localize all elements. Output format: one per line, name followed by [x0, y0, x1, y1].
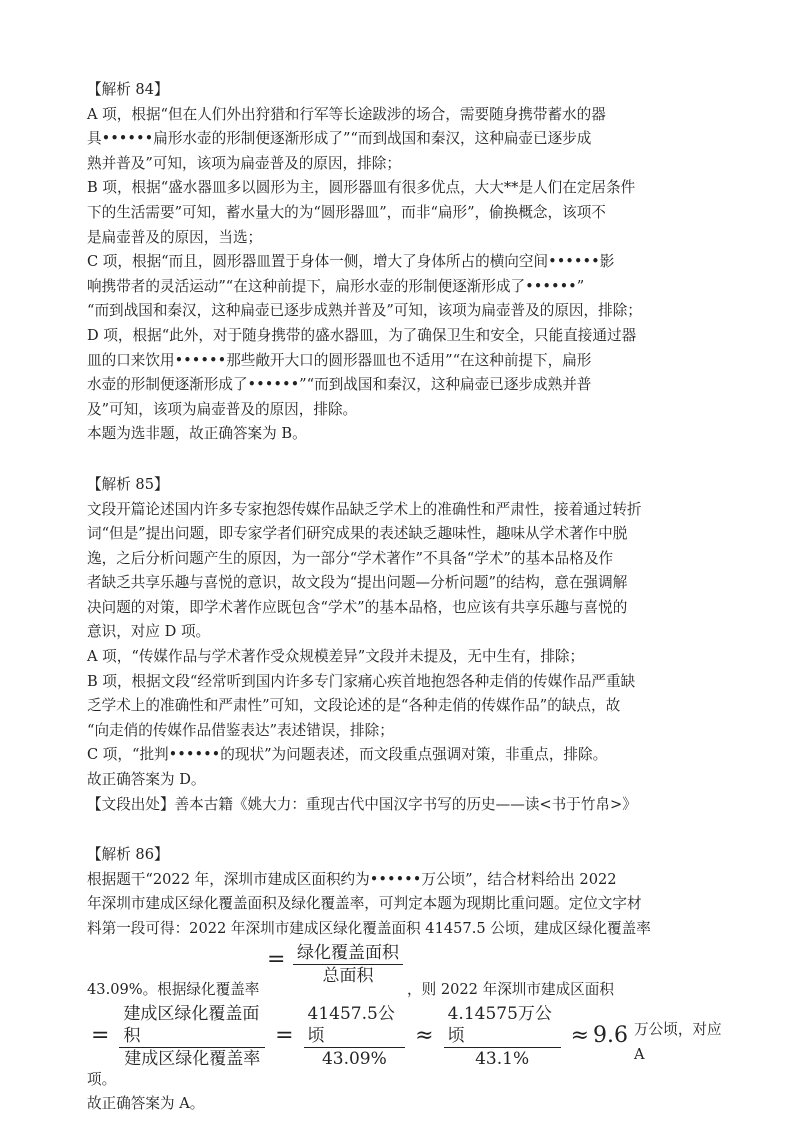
fraction-denominator: 建成区绿化覆盖率: [124, 1049, 261, 1070]
paragraph-line: 响携带者的灵活运动”“在这种前提下，扁形水壶的形制便逐渐形成了••••••”: [87, 277, 585, 295]
paragraph-line: 料第一段可得：2022 年深圳市建成区绿化覆盖面积 41457.5 公顷，建成区绿化覆盖率: [87, 920, 651, 937]
paragraph-line: C 项，根据“而且，圆形器皿置于身体一侧，增大了身体所占的横向空间••••••影: [87, 253, 615, 271]
document-page: [87, 78, 727, 1143]
paragraph-line: 及”可知，该项为扁壶普及的原因，排除。: [87, 400, 358, 418]
fraction: [119, 1003, 265, 1070]
fraction-denominator: 43.09%: [321, 1049, 387, 1070]
approx-sign: ≈: [415, 1023, 434, 1049]
paragraph-line: 年深圳市建成区绿化覆盖面积及绿化覆盖率，可判定本题为现期比重问题。定位文字材: [87, 895, 642, 913]
fraction: [293, 942, 403, 987]
section-heading: 【解析 85】: [87, 475, 169, 493]
equation-coverage-rate: [87, 942, 727, 1002]
paragraph-line: 是扁壶普及的原因，当选；: [87, 228, 263, 246]
fraction-numerator: 41457.5公顷: [304, 1003, 406, 1048]
paragraph-line: 皿的口来饮用••••••那些敞开大口的圆形器皿也不适用”“在这种前提下，扁形: [87, 351, 592, 369]
equals-sign: =: [91, 1023, 110, 1049]
paragraph-line: D 项，根据“此外，对于随身携带的盛水器皿，为了确保卫生和安全，只能直接通过器: [87, 326, 637, 344]
analysis-84: [87, 78, 727, 447]
fraction-numerator: 4.14575万公顷: [444, 1003, 561, 1048]
answer-line: 故正确答案为 D。: [87, 771, 206, 789]
paragraph-line: “而到战国和秦汉，这种扁壶已逐步成熟并普及”可知，该项为扁壶普及的原因，排除；: [87, 302, 642, 320]
paragraph-line: 乏学术上的准确性和严肃性”可知，文段论述的是“各种走俏的传媒作品”的缺点，故: [87, 697, 621, 715]
paragraph-line: B 项，根据文段“经常听到国内许多专门家痛心疾首地抱怨各种走俏的传媒作品严重缺: [87, 672, 636, 690]
paragraph-line: 具••••••扁形水壶的形制便逐渐形成了”“而到战国和秦汉，这种扁壶已逐步成: [87, 130, 592, 148]
paragraph-line: B 项，根据“盛水器皿多以圆形为主，圆形器皿有很多优点，大大**是人们在定居条件: [87, 179, 636, 197]
equation-result: 9.6: [593, 1023, 629, 1049]
fraction-denominator: 43.1%: [475, 1049, 530, 1070]
approx-sign: ≈: [570, 1023, 590, 1049]
analysis-86: [87, 843, 727, 1117]
source-line: 【文段出处】善本古籍《姚大力：重现古代中国汉字书写的历史——读<书于竹帛>》: [87, 795, 637, 813]
fraction-numerator: 建成区绿化覆盖面积: [119, 1003, 265, 1048]
equation-area-calc: [87, 1006, 727, 1068]
equation-trail-text: 万公顷，对应 A: [634, 1021, 722, 1063]
paragraph-line: 根据题干“2022 年，深圳市建成区面积约为••••••万公顷”，结合材料给出 2022: [87, 870, 617, 888]
paragraph-line: “向走俏的传媒作品借鉴表达”表述错误，排除；: [87, 721, 394, 739]
paragraph-line: 熟并普及”可知，该项为扁壶普及的原因，排除；: [87, 154, 401, 172]
analysis-85: [87, 473, 727, 817]
paragraph-line: 水壶的形制便逐渐形成了••••••”“而到战国和秦汉，这种扁壶已逐步成熟并普: [87, 376, 592, 394]
fraction-denominator: 总面积: [322, 965, 374, 986]
equation-tail-text: ，则 2022 年深圳市建成区面积: [407, 980, 614, 998]
paragraph-line: A 项，根据“但在人们外出狩猎和行军等长途跋涉的场合，需要随身携带蓄水的器: [87, 105, 606, 123]
answer-line: 本题为选非题，故正确答案为 B。: [87, 425, 307, 443]
paragraph-line: 意识，对应 D 项。: [87, 623, 211, 641]
paragraph-line: 项。: [87, 1070, 117, 1088]
fraction: [304, 1003, 406, 1070]
paragraph-line: 词“但是”提出问题，即专家学者们研究成果的表述缺乏趣味性，趣味从学术著作中脱: [87, 525, 628, 543]
paragraph-line: C 项，“批判••••••的现状”为问题表述，而文段重点强调对策，非重点，排除。: [87, 746, 608, 764]
equals-sign: =: [267, 946, 286, 972]
paragraph-line: 决问题的对策，即学术著作应既包含“学术”的基本品格，也应该有共享乐趣与喜悦的: [87, 598, 628, 616]
equation-lead-text: 43.09%。根据绿化覆盖率: [87, 980, 260, 998]
section-heading: 【解析 84】: [87, 81, 169, 98]
paragraph-line: 者缺乏共享乐趣与喜悦的意识，故文段为“提出问题—分析问题”的结构，意在强调解: [87, 574, 628, 592]
paragraph-line: 逸，之后分析问题产生的原因，为一部分“学术著作”不具备“学术”的基本品格及作: [87, 549, 614, 567]
paragraph-line: 文段开篇论述国内许多专家抱怨传媒作品缺乏学术上的准确性和严肃性，接着通过转折: [87, 500, 642, 518]
fraction-numerator: 绿化覆盖面积: [293, 942, 403, 965]
section-heading: 【解析 86】: [87, 846, 169, 864]
fraction: [444, 1003, 561, 1070]
answer-line: 故正确答案为 A。: [87, 1095, 205, 1113]
paragraph-line: 下的生活需要”可知，蓄水量大的为“圆形器皿”，而非“扁形”，偷换概念，该项不: [87, 203, 606, 221]
equals-sign: =: [275, 1023, 294, 1049]
paragraph-line: A 项，“传媒作品与学术著作受众规模差异”文段并未提及，无中生有，排除；: [87, 648, 585, 666]
